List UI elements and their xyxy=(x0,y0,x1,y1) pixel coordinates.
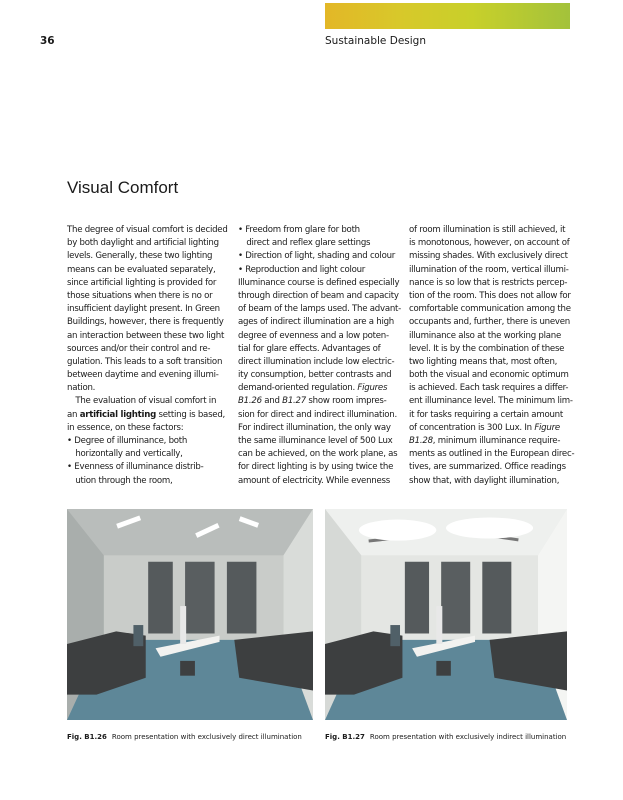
section-title: Visual Comfort xyxy=(67,178,179,197)
text-line: illumination of the room, vertical illumi- xyxy=(409,264,569,275)
text-line: can be achieved, on the work plane, as xyxy=(238,449,398,460)
figure-label: Fig. B1.26 xyxy=(67,733,107,741)
text-line: • Degree of illuminance, both xyxy=(67,436,188,446)
room-rendering xyxy=(325,509,567,720)
text-line: is monotonous, however, on account of xyxy=(409,238,570,249)
text-line: Buildings, however, there is frequently xyxy=(67,317,224,328)
text-segment: show room impres- xyxy=(305,396,387,407)
text-line xyxy=(238,395,410,408)
text-segment: and xyxy=(261,396,283,407)
text-line: nance is so low that is restricts percep- xyxy=(409,277,568,288)
text-segment: an xyxy=(67,409,80,420)
text-segment: , minimum illuminance require- xyxy=(432,436,561,446)
text-line: in essence, on these factors: xyxy=(67,422,184,433)
text-line: The evaluation of visual comfort in xyxy=(67,396,217,407)
window-blind xyxy=(482,562,511,634)
text-line: illuminance also at the working plane xyxy=(409,330,562,341)
text-line: both the visual and economic optimum xyxy=(409,370,569,381)
text-line: for direct lighting is by using twice the xyxy=(238,462,394,473)
text-segment: demand-oriented regulation. xyxy=(238,383,358,394)
text-column-1 xyxy=(67,224,239,488)
text-line: missing shades. With exclusively direct xyxy=(409,251,568,262)
text-line: • Evenness of illuminance distrib- xyxy=(67,462,204,473)
text-line: tives, are summarized. Office readings xyxy=(409,462,566,473)
text-line: level. It is by the combination of these xyxy=(409,343,565,354)
figure-caption xyxy=(325,733,566,741)
text-line: • Direction of light, shading and colour xyxy=(238,251,396,262)
text-line: ages of indirect illumination are a high xyxy=(238,317,395,328)
text-line: • Reproduction and light colour xyxy=(238,264,366,275)
text-line: tion of the room. This does not allow for xyxy=(409,290,571,301)
text-line: sources and/or their control and re- xyxy=(67,343,211,354)
figure-caption xyxy=(67,733,302,741)
text-line: horizontally and vertically, xyxy=(67,449,183,460)
figure-reference: B1.27 xyxy=(282,396,306,407)
text-segment: of concentration is 300 Lux. In xyxy=(409,422,535,433)
chair xyxy=(390,625,400,646)
text-segment: setting is based, xyxy=(156,409,226,420)
text-column-2 xyxy=(238,224,410,488)
text-line: through direction of beam and capacity xyxy=(238,290,399,301)
text-line: insufficient daylight present. In Green xyxy=(67,304,220,315)
room-rendering xyxy=(67,509,313,720)
text-line: sion for direct and indirect illumination. xyxy=(238,409,397,420)
monitor xyxy=(180,606,186,644)
figure-reference: Figures xyxy=(357,383,388,394)
header-accent-bar xyxy=(325,3,570,29)
monitor xyxy=(436,606,442,644)
text-line: two lighting means that, most often, xyxy=(409,356,558,367)
figure-indirect-illumination xyxy=(325,509,567,720)
caption-text: Room presentation with exclusively indirect illumination xyxy=(369,733,567,741)
text-line: the same illuminance level of 500 Lux xyxy=(238,436,393,446)
text-line: nation. xyxy=(67,383,96,394)
text-line: degree of evenness and a low poten- xyxy=(238,330,389,341)
window-blind xyxy=(441,562,470,634)
caption-text: Room presentation with exclusively direct illumination xyxy=(111,733,302,741)
text-line xyxy=(238,382,410,395)
text-line: direct illumination include low electric- xyxy=(238,356,395,367)
text-line: of room illumination is still achieved, it xyxy=(409,225,566,235)
text-line: For indirect illumination, the only way xyxy=(238,422,391,433)
window-blind xyxy=(185,562,215,634)
text-line: those situations when there is no or xyxy=(67,290,213,301)
text-line: tial for glare effects. Advantages of xyxy=(238,343,381,354)
page-number: 36 xyxy=(40,35,55,47)
text-line: of beam of the lamps used. The advant- xyxy=(238,304,402,315)
window-blind xyxy=(148,562,173,634)
figure-reference: B1.28 xyxy=(409,436,433,446)
text-line: • Freedom from glare for both xyxy=(238,225,360,235)
text-line: show that, with daylight illumination, xyxy=(409,475,560,486)
text-line: ments as outlined in the European direc- xyxy=(409,449,575,460)
text-column-3 xyxy=(409,224,581,488)
text-line xyxy=(67,409,239,422)
text-line: Illuminance course is defined especially xyxy=(238,277,400,288)
window-blind xyxy=(227,562,257,634)
text-line: it for tasks requiring a certain amount xyxy=(409,409,563,420)
text-line: between daytime and evening illumi- xyxy=(67,370,219,381)
text-line: an interaction between these two light xyxy=(67,330,225,341)
text-line: by both daylight and artificial lighting xyxy=(67,238,219,249)
text-line: since artificial lighting is provided for xyxy=(67,277,217,288)
text-line: is achieved. Each task requires a differ- xyxy=(409,383,569,394)
text-line: ity consumption, better contrasts and xyxy=(238,370,392,381)
text-line: levels. Generally, these two lighting xyxy=(67,251,213,262)
chair xyxy=(133,625,143,646)
figure-reference: B1.26 xyxy=(238,396,262,407)
text-line: means can be evaluated separately, xyxy=(67,264,216,275)
text-line: gulation. This leads to a soft transition xyxy=(67,356,223,367)
figure-label: Fig. B1.27 xyxy=(325,733,365,741)
text-line: direct and reflex glare settings xyxy=(238,238,371,249)
text-line: occupants and, further, there is uneven xyxy=(409,317,570,328)
text-line: amount of electricity. While evenness xyxy=(238,475,390,486)
figure-direct-illumination xyxy=(67,509,313,720)
bold-term: artificial lighting xyxy=(79,409,156,420)
window-blind xyxy=(405,562,429,634)
text-line xyxy=(409,422,581,435)
running-title: Sustainable Design xyxy=(325,35,426,47)
figure-reference: Figure xyxy=(534,422,560,433)
text-line: The degree of visual comfort is decided xyxy=(67,225,228,235)
text-line xyxy=(409,435,581,448)
text-line: comfortable communication among the xyxy=(409,304,571,315)
text-line: ution through the room, xyxy=(67,475,173,486)
text-line: ent illuminance level. The minimum lim- xyxy=(409,396,573,407)
